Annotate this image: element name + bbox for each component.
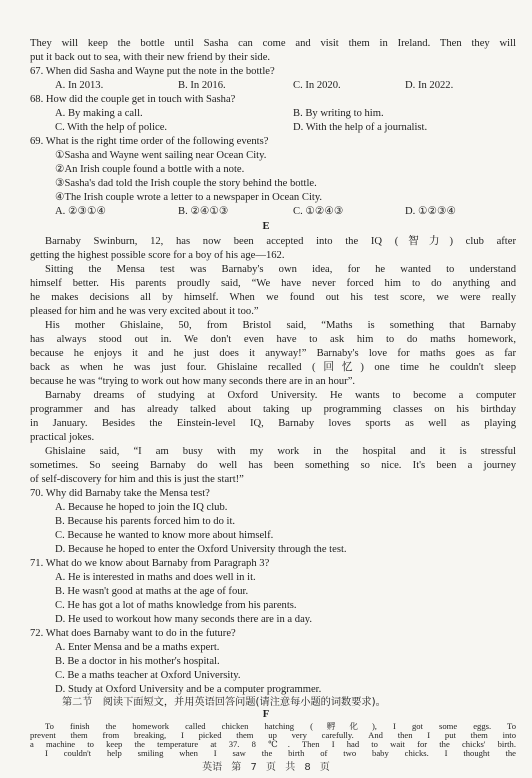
q72-option-b: B. Be a doctor in his mother's hospital.	[55, 656, 220, 667]
q70-option-a: A. Because he hoped to join the IQ club.	[55, 502, 228, 513]
q72-option-a: A. Enter Mensa and be a maths expert.	[55, 642, 220, 653]
question-70-stem: 70. Why did Barnaby take the Mensa test?	[30, 488, 210, 499]
passage-line: sometimes. So seeing Barnaby do well has been something so nice. It's been a journey	[30, 460, 516, 471]
passage-line: himself better. His parents proudly said, “We have never forced him to do anything and	[30, 278, 516, 289]
q72-option-c: C. Be a maths teacher at Oxford University.	[55, 670, 241, 681]
passage-line: put it back out to sea, with their new friend by their side.	[30, 52, 271, 63]
passage-line: They will keep the bottle until Sasha can come and visit them in Ireland. Then they will	[30, 38, 516, 49]
passage-line: programmer and has already talked about taking up programming classes on his birthday	[30, 404, 516, 415]
passage-line: in January. Besides the Einstein-level IQ, Barnaby loves sports as well as playing	[30, 418, 516, 429]
question-72-stem: 72. What does Barnaby want to do in the future?	[30, 628, 236, 639]
q69-option-d: D. ①②③④	[405, 206, 456, 217]
footer-page-number: 第 7 页	[231, 762, 276, 773]
passage-line: Ghislaine said, “I am busy with my work in the hospital and it is stressful	[45, 446, 516, 457]
q67-option-d: D. In 2022.	[405, 80, 454, 91]
q67-option-c: C. In 2020.	[293, 80, 341, 91]
passage-line: pleased for him and he was very excited about it too.”	[30, 306, 259, 317]
q69-option-b: B. ②④①③	[178, 206, 229, 217]
q67-option-b: B. In 2016.	[178, 80, 226, 91]
passage-line: because he was “trying to work out how many seconds there are in an hour”.	[30, 376, 356, 387]
passage-line: prevent them from breaking, I picked them up very carefully. And then I put them into	[30, 731, 516, 740]
question-67-stem: 67. When did Sasha and Wayne put the note in the bottle?	[30, 66, 275, 77]
q71-option-c: C. He has got a lot of maths knowledge from his parents.	[55, 600, 297, 611]
q70-option-d: D. Because he hoped to enter the Oxford University through the test.	[55, 544, 347, 555]
page-footer	[0, 758, 532, 773]
q68-option-b: B. By writing to him.	[293, 108, 384, 119]
part-two-instructions: 第二节 阅读下面短文，并用英语回答问题(请注意每小题的词数要求)。	[62, 697, 386, 708]
q69-event: ②An Irish couple found a bottle with a note.	[55, 164, 245, 175]
passage-line: has always stood out in. We don't even have to ask him to do maths homework,	[30, 334, 516, 345]
question-68-stem: 68. How did the couple get in touch with Sasha?	[30, 94, 236, 105]
passage-line: Barnaby Swinburn, 12, has now been accepted into the IQ (智力) club after	[45, 236, 516, 247]
passage-line: he makes decisions all by himself. When we found out his test score, we were really	[30, 292, 516, 303]
section-f-heading: F	[262, 709, 270, 720]
q71-option-d: D. He used to workout how many seconds there are in a day.	[55, 614, 313, 625]
q68-option-a: A. By making a call.	[55, 108, 143, 119]
q71-option-b: B. He wasn't good at maths at the age of four.	[55, 586, 249, 597]
q69-event: ①Sasha and Wayne went sailing near Ocean City.	[55, 150, 267, 161]
passage-line: His mother Ghislaine, 50, from Bristol said, “Maths is something that Barnaby	[45, 320, 516, 331]
q69-event: ④The Irish couple wrote a letter to a newspaper in Ocean City.	[55, 192, 323, 203]
q69-option-a: A. ②③①④	[55, 206, 106, 217]
passage-line: Sitting the Mensa test was Barnaby's own idea, for he wanted to understand	[45, 264, 516, 275]
passage-line: because he enjoys it and he just does it anyway!” Barnaby's love for maths goes as far	[30, 348, 516, 359]
passage-line: To finish the homework called chicken hatching (孵化), I got some eggs. To	[45, 722, 516, 731]
footer-total-pages: 共 8 页	[285, 762, 330, 773]
passage-line: back as when he was just four. Ghislaine recalled (回忆) one time he couldn't sleep	[30, 362, 516, 373]
passage-line: practical jokes.	[30, 432, 95, 443]
passage-line: I couldn't help smiling when I saw the birth of two baby chicks. I thought the	[45, 749, 516, 758]
passage-line: of self-discovery for him and this is just the start!”	[30, 474, 244, 485]
q68-option-d: D. With the help of a journalist.	[293, 122, 428, 133]
passage-line: a machine to keep the temperature at 37. 8 ℃. Then I had to wait for the chicks' birth.	[30, 740, 516, 749]
footer-subject: 英语	[202, 762, 223, 773]
question-71-stem: 71. What do we know about Barnaby from Paragraph 3?	[30, 558, 270, 569]
q68-option-c: C. With the help of police.	[55, 122, 168, 133]
q70-option-b: B. Because his parents forced him to do it.	[55, 516, 236, 527]
q67-option-a: A. In 2013.	[55, 80, 104, 91]
q69-event: ③Sasha's dad told the Irish couple the story behind the bottle.	[55, 178, 317, 189]
passage-line: Barnaby dreams of studying at Oxford University. He wants to become a computer	[45, 390, 516, 401]
q70-option-c: C. Because he wanted to know more about himself.	[55, 530, 274, 541]
passage-line: getting the highest possible score for a boy of his age—162.	[30, 250, 285, 261]
q71-option-a: A. He is interested in maths and does well in it.	[55, 572, 256, 583]
q72-option-d: D. Study at Oxford University and be a computer programmer.	[55, 684, 322, 695]
q69-option-c: C. ①②④③	[293, 206, 344, 217]
section-e-heading: E	[262, 221, 270, 232]
question-69-stem: 69. What is the right time order of the following events?	[30, 136, 269, 147]
